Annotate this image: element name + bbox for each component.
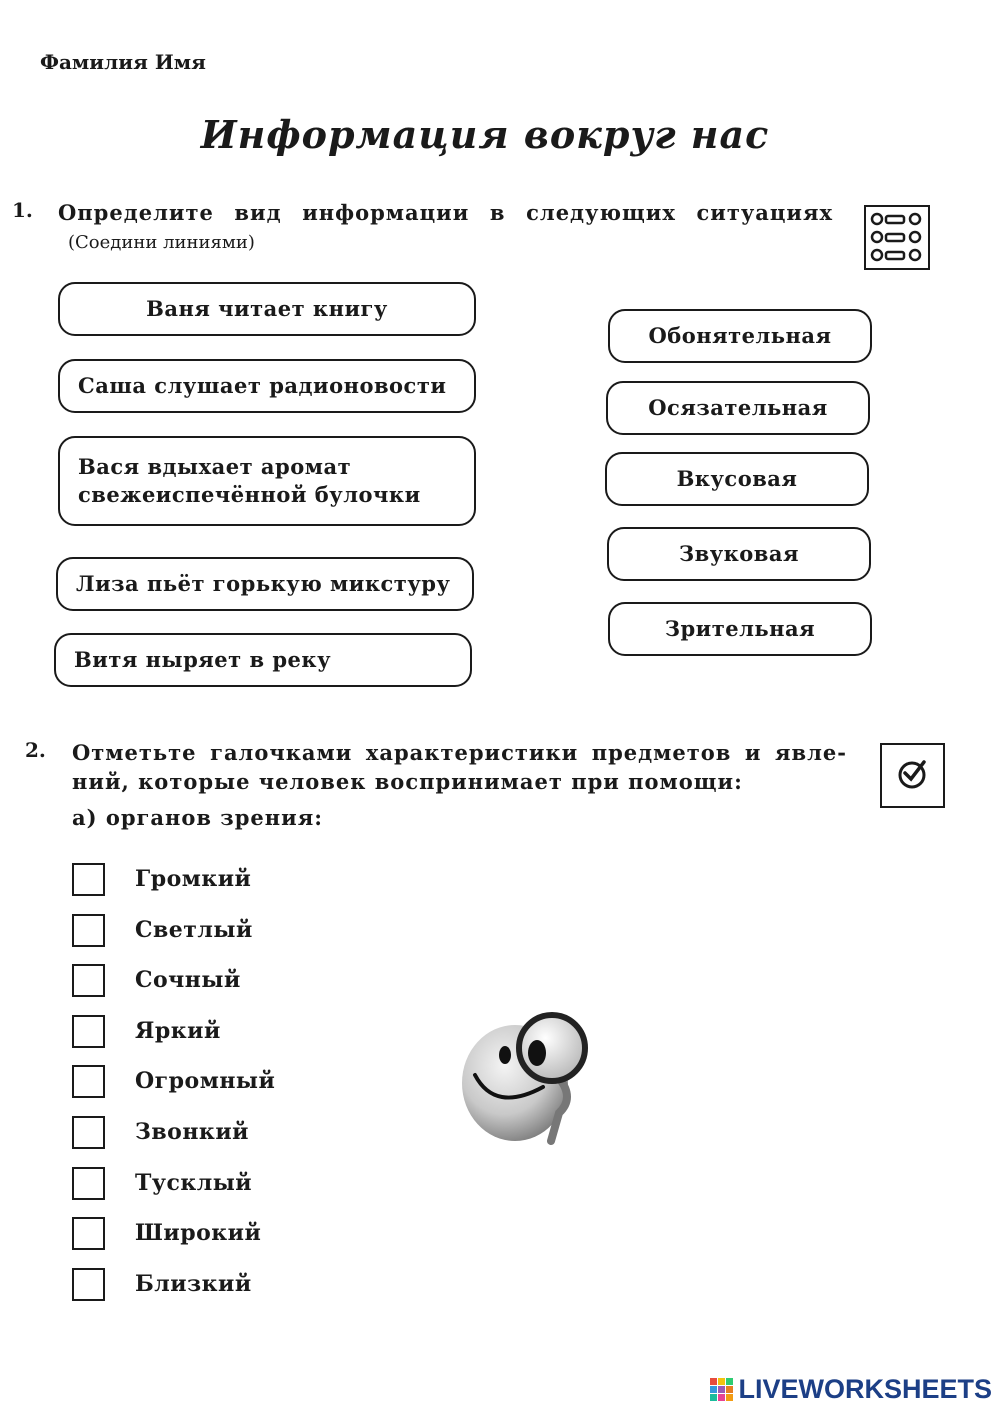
option-row [72,911,253,949]
option-label: Яркий [135,1018,221,1044]
task2-text-line1: Отметьте галочками характеристики предметов и явле- [72,740,847,765]
situation-label: свежеиспечённой булочки [78,482,421,507]
option-checkbox[interactable] [72,1015,105,1048]
option-row [72,961,241,999]
option-label: Широкий [135,1220,262,1246]
option-label: Сочный [135,967,241,993]
liveworksheets-brand[interactable] [710,1374,992,1405]
smiley-magnifier-icon [455,1003,600,1148]
liveworksheets-logo-icon [710,1378,734,1402]
option-checkbox[interactable] [72,1167,105,1200]
task1-text: Определите вид информации в следующих ситуациях [58,200,833,225]
task2-number: 2. [25,738,46,762]
match-lines-icon [864,205,930,270]
situation-label: Вася вдыхает аромат [78,454,352,479]
option-row [72,1113,249,1151]
option-row [72,1164,252,1202]
task1-number: 1. [12,198,33,222]
situation-label: Лиза пьёт горькую микстуру [76,571,451,596]
info-type-pill[interactable] [606,381,870,435]
info-type-label: Обонятельная [648,323,832,348]
option-label: Огромный [135,1068,276,1094]
situation-label: Саша слушает радионовости [78,373,447,398]
info-type-pill[interactable] [608,602,872,656]
option-checkbox[interactable] [72,914,105,947]
option-label: Тусклый [135,1170,253,1196]
option-label: Звонкий [135,1119,249,1145]
brand-name: LIVEWORKSHEETS [738,1374,992,1404]
info-type-label: Зрительная [664,616,816,641]
option-checkbox[interactable] [72,1116,105,1149]
option-label: Громкий [135,866,252,892]
info-type-label: Осязательная [648,395,828,420]
checkmark-icon [880,743,945,808]
situation-pill[interactable] [58,436,476,526]
option-label: Близкий [135,1271,252,1297]
option-row [72,860,251,898]
info-type-pill[interactable] [608,309,872,363]
situation-label: Витя ныряет в реку [74,647,332,672]
situation-pill[interactable] [56,557,474,611]
info-type-label: Вкусовая [676,466,798,491]
situation-label: Ваня читает книгу [146,296,388,321]
situation-pill[interactable] [54,633,472,687]
option-label: Светлый [135,917,253,943]
situation-pill[interactable] [58,282,476,336]
option-checkbox[interactable] [72,964,105,997]
info-type-pill[interactable] [607,527,871,581]
info-type-label: Звуковая [678,541,800,566]
option-checkbox[interactable] [72,1217,105,1250]
option-row [72,1265,252,1303]
student-name-label: Фамилия Имя [40,50,206,74]
task2-subitem: а) органов зрения: [72,805,323,830]
option-row [72,1062,275,1100]
task1-hint: (Соедини линиями) [68,232,255,253]
option-row [72,1012,221,1050]
option-checkbox[interactable] [72,1268,105,1301]
task2-text-line2: ний, которые человек воспринимает при помощи: [72,769,743,794]
situation-pill[interactable] [58,359,476,413]
page-title: Информация вокруг нас [200,112,770,157]
info-type-pill[interactable] [605,452,869,506]
option-row [72,1214,261,1252]
option-checkbox[interactable] [72,1065,105,1098]
option-checkbox[interactable] [72,863,105,896]
